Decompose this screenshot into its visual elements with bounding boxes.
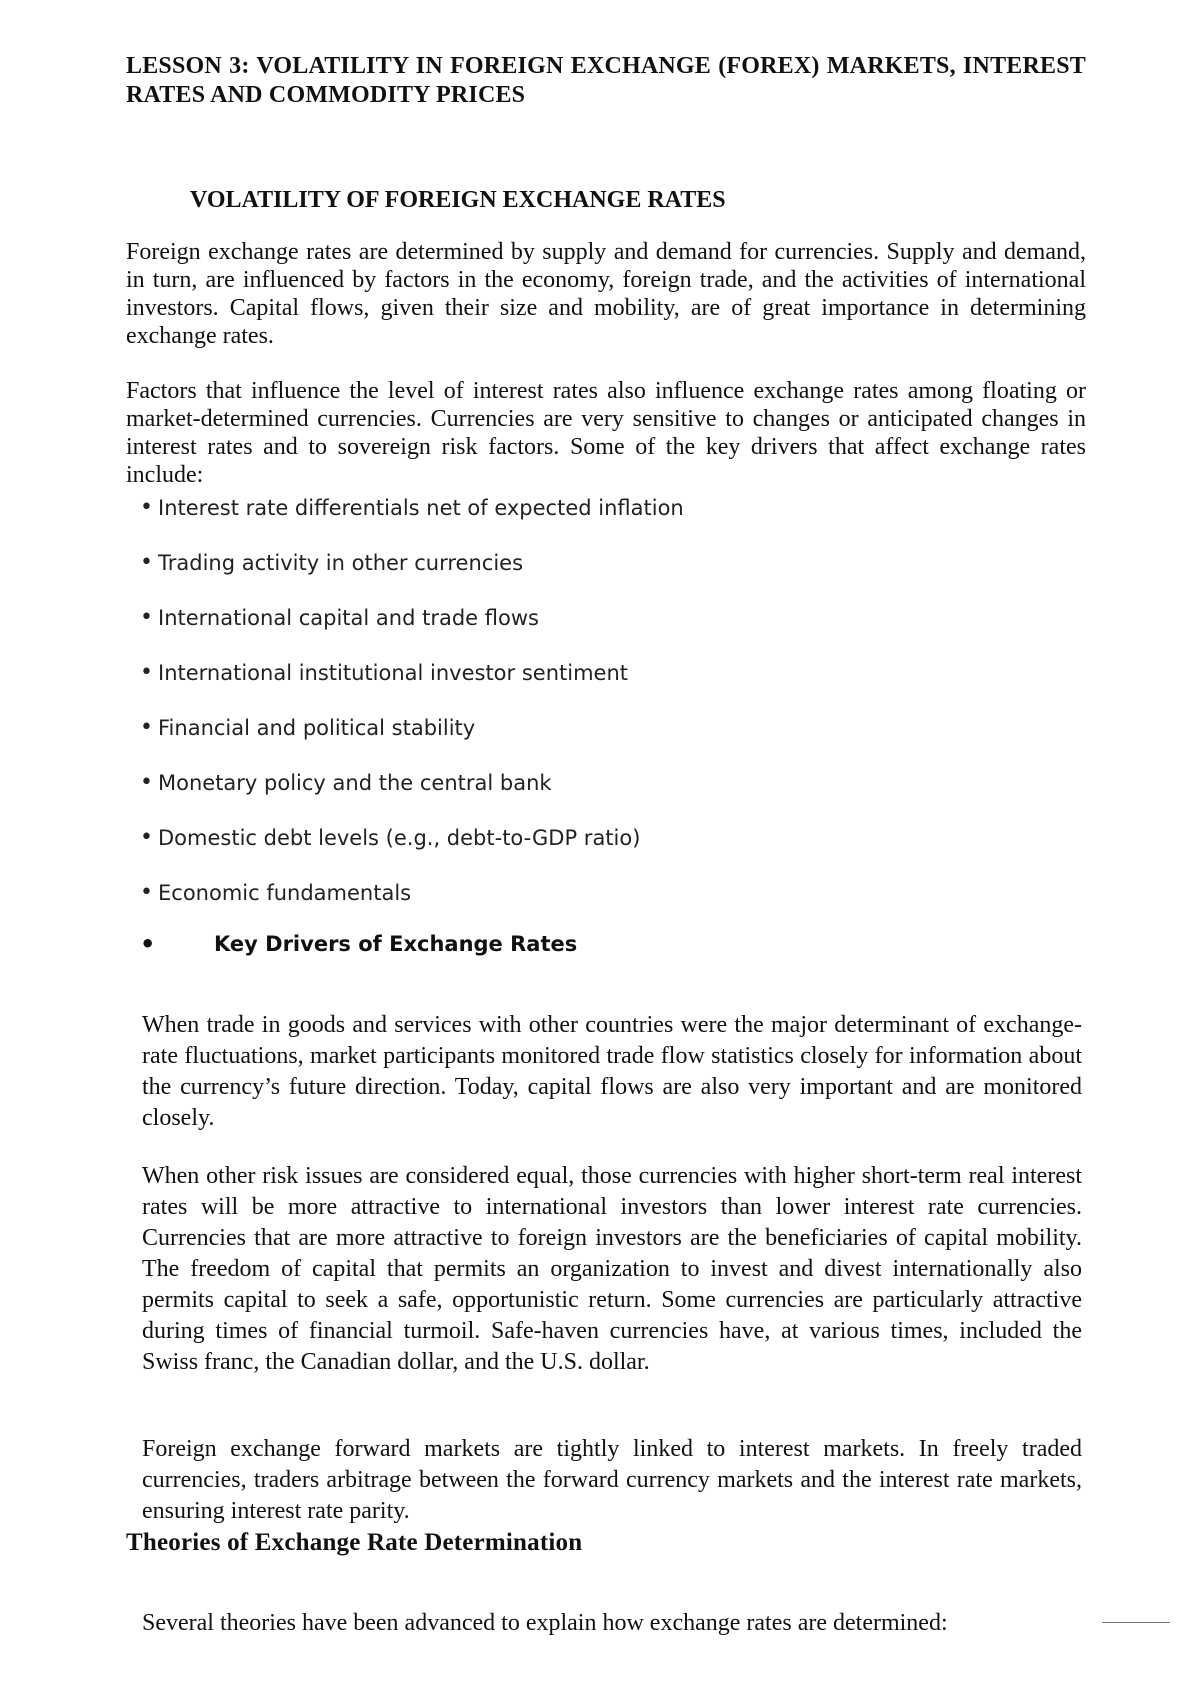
list-item — [140, 480, 1040, 535]
list-item — [140, 865, 1040, 920]
list-item — [140, 590, 1040, 645]
body-paragraph-1: When trade in goods and services with other countries were the major determinant of exchange-rate fluctuations, market participants monitored trade flow statistics closely for information about the currency’s future direction. Today, capital flows are also very important and are monitored closely. — [142, 1012, 1082, 1131]
list-item — [140, 535, 1040, 590]
bullet-icon: • — [140, 930, 156, 958]
lesson-title: LESSON 3: VOLATILITY IN FOREIGN EXCHANGE (FOREX) MARKETS, INTEREST RATES AND COMMODITY PRICES — [126, 53, 1086, 108]
list-item-text: International institutional investor sentiment — [158, 660, 628, 685]
intro-paragraph-1: Foreign exchange rates are determined by supply and demand for currencies. Supply and demand, in turn, are influenced by factors in the economy, foreign trade, and the activities of international investors. Capital flows, given their size and mobility, are of great importance in determining exchange rates. — [126, 239, 1086, 349]
bullet-icon: • — [140, 714, 153, 740]
body-paragraph-3: Foreign exchange forward markets are tightly linked to interest markets. In freely traded currencies, traders arbitrage between the forward currency markets and the interest rate markets, ensuring interest rate parity. — [142, 1436, 1082, 1524]
list-item-text: Trading activity in other currencies — [158, 550, 524, 575]
list-item-text: Economic fundamentals — [158, 880, 412, 905]
section-heading: VOLATILITY OF FOREIGN EXCHANGE RATES — [190, 187, 726, 213]
bullet-icon: • — [140, 494, 153, 520]
bullet-icon: • — [140, 824, 153, 850]
list-item-text: Monetary policy and the central bank — [158, 770, 552, 795]
bullet-icon: • — [140, 549, 153, 575]
theories-heading: Theories of Exchange Rate Determination — [126, 1529, 583, 1556]
bullet-icon: • — [140, 604, 153, 630]
key-drivers-list — [140, 480, 1040, 920]
theories-intro: Several theories have been advanced to explain how exchange rates are determined: — [142, 1610, 948, 1636]
list-item-text: Domestic debt levels (e.g., debt-to-GDP ratio) — [158, 825, 641, 850]
body-paragraph-2: When other risk issues are considered equal, those currencies with higher short-term real interest rates will be more attractive to international investors than lower interest rate currencies. Currencies that are more attractive to foreign investors are the beneficiaries of capital mobility. The freedom of capital that permits an organization to invest and divest internationally also permits capital to seek a safe, opportunistic return. Some currencies are particularly attractive during times of financial turmoil. Safe-haven currencies have, at various times, included the Swiss franc, the Canadian dollar, and the U.S. dollar. — [142, 1163, 1082, 1375]
list-item — [140, 700, 1040, 755]
bullet-icon: • — [140, 879, 153, 905]
list-item — [140, 755, 1040, 810]
list-item — [140, 645, 1040, 700]
list-item — [140, 810, 1040, 865]
intro-paragraph-2: Factors that influence the level of interest rates also influence exchange rates among floating or market-determined currencies. Currencies are very sensitive to changes or anticipated changes in interest rates and to sovereign risk factors. Some of the key drivers that affect exchange rates include: — [126, 378, 1086, 488]
list-item-text: Interest rate differentials net of expected inflation — [158, 495, 684, 520]
list-item-text: International capital and trade flows — [158, 605, 539, 630]
key-drivers-label-text: Key Drivers of Exchange Rates — [214, 932, 578, 956]
bullet-icon: • — [140, 659, 153, 685]
list-item-text: Financial and political stability — [158, 715, 476, 740]
key-drivers-label — [140, 932, 1040, 956]
footer-rule — [1102, 1622, 1170, 1623]
bullet-icon: • — [140, 769, 153, 795]
